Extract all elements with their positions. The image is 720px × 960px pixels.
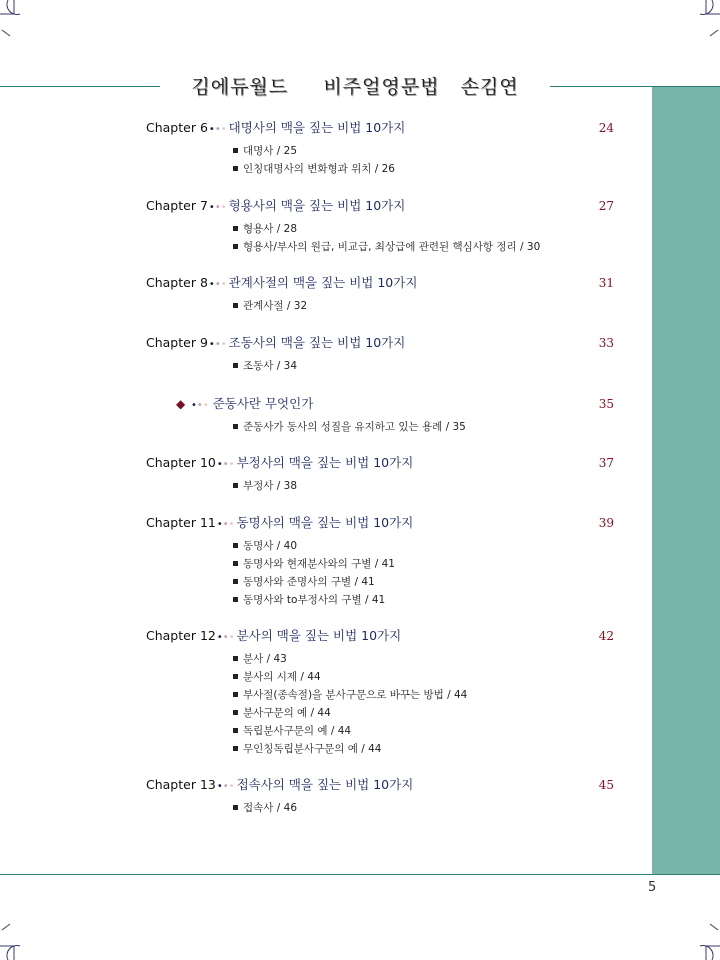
bullet-dots-icon: •••: [208, 279, 227, 290]
side-color-band: [652, 87, 720, 874]
chapter-title: 대명사의 맥을 짚는 비법 10가지: [228, 120, 406, 135]
page-number: 35: [598, 397, 614, 411]
square-bullet-icon: [233, 597, 238, 602]
list-item: 인칭대명사의 변화형과 위치 / 26: [0, 160, 640, 178]
toc-entry-chapter-11: [0, 513, 640, 609]
bullet-dots-icon: •••: [208, 339, 227, 350]
chapter-title: 조동사의 맥을 짚는 비법 10가지: [228, 335, 406, 350]
bullet-dots-icon: •••: [208, 124, 227, 135]
list-item: 관계사절 / 32: [0, 297, 640, 315]
list-item: 대명사 / 25: [0, 142, 640, 160]
square-bullet-icon: [233, 674, 238, 679]
chapter-title: 관계사절의 맥을 짚는 비법 10가지: [228, 275, 418, 290]
square-bullet-icon: [233, 148, 238, 153]
square-bullet-icon: [233, 579, 238, 584]
section-title: 준동사란 무엇인가: [212, 396, 314, 411]
chapter-heading: [146, 118, 405, 140]
toc-entry-chapter-9: [0, 333, 640, 375]
toc-entry-chapter-8: [0, 273, 640, 315]
chapter-label: Chapter 9: [146, 335, 208, 350]
chapter-label: Chapter 6: [146, 120, 208, 135]
bullet-dots-icon: •••: [216, 781, 235, 792]
square-bullet-icon: [233, 543, 238, 548]
list-item: 조동사 / 34: [0, 357, 640, 375]
chapter-heading: [146, 273, 417, 295]
list-item: 동명사와 to부정사의 구별 / 41: [0, 591, 640, 609]
chapter-heading: [146, 513, 413, 535]
square-bullet-icon: [233, 805, 238, 810]
list-item: 독립분사구문의 예 / 44: [0, 722, 640, 740]
toc-entry-section: [0, 394, 640, 436]
square-bullet-icon: [233, 746, 238, 751]
chapter-heading: [146, 333, 405, 355]
page-number: 33: [598, 336, 614, 350]
toc-entry-chapter-10: [0, 453, 640, 495]
square-bullet-icon: [233, 692, 238, 697]
list-item: 동명사와 준명사의 구별 / 41: [0, 573, 640, 591]
toc-entry-chapter-12: [0, 626, 640, 758]
page-number: 37: [598, 456, 614, 470]
chapter-title: 접속사의 맥을 짚는 비법 10가지: [236, 777, 414, 792]
list-item: 동명사와 현재분사와의 구별 / 41: [0, 555, 640, 573]
chapter-title: 분사의 맥을 짚는 비법 10가지: [236, 628, 402, 643]
bullet-dots-icon: •••: [216, 459, 235, 470]
diamond-bullet-icon: ◆: [176, 397, 186, 411]
chapter-heading: [146, 775, 413, 797]
chapter-heading: [146, 453, 413, 475]
chapter-label: Chapter 12: [146, 628, 216, 643]
square-bullet-icon: [233, 244, 238, 249]
folio-page-number: 5: [648, 880, 657, 895]
chapter-heading: [146, 196, 405, 218]
list-item: 분사의 시제 / 44: [0, 668, 640, 686]
square-bullet-icon: [233, 363, 238, 368]
page-number: 27: [598, 199, 614, 213]
square-bullet-icon: [233, 226, 238, 231]
chapter-heading: [146, 626, 401, 648]
list-item: 접속사 / 46: [0, 799, 640, 817]
square-bullet-icon: [233, 561, 238, 566]
chapter-title: 동명사의 맥을 짚는 비법 10가지: [236, 515, 414, 530]
toc-entry-chapter-6: [0, 118, 640, 178]
list-item: 부사절(종속절)을 분사구문으로 바꾸는 방법 / 44: [0, 686, 640, 704]
toc-entry-chapter-7: [0, 196, 640, 256]
list-item: 형용사/부사의 원급, 비교급, 최상급에 관련된 핵심사항 정리 / 30: [0, 238, 640, 256]
square-bullet-icon: [233, 728, 238, 733]
footer-rule: [0, 874, 720, 875]
page-number: 39: [598, 516, 614, 530]
square-bullet-icon: [233, 303, 238, 308]
chapter-label: Chapter 11: [146, 515, 216, 530]
page-number: 24: [598, 121, 614, 135]
toc-entry-chapter-13: [0, 775, 640, 817]
square-bullet-icon: [233, 424, 238, 429]
list-item: 형용사 / 28: [0, 220, 640, 238]
list-item: 부정사 / 38: [0, 477, 640, 495]
chapter-label: Chapter 10: [146, 455, 216, 470]
crop-mark-bottom-left: [0, 920, 40, 960]
chapter-label: Chapter 13: [146, 777, 216, 792]
square-bullet-icon: [233, 656, 238, 661]
list-item: 분사구문의 예 / 44: [0, 704, 640, 722]
bullet-dots-icon: •••: [208, 202, 227, 213]
section-heading: [190, 394, 313, 416]
page-number: 42: [598, 629, 614, 643]
list-item: 무인칭독립분사구문의 예 / 44: [0, 740, 640, 758]
chapter-title: 부정사의 맥을 짚는 비법 10가지: [236, 455, 414, 470]
list-item: 분사 / 43: [0, 650, 640, 668]
crop-mark-bottom-right: [680, 920, 720, 960]
square-bullet-icon: [233, 166, 238, 171]
square-bullet-icon: [233, 710, 238, 715]
running-header: 김에듀월드 비주얼영문법 손김연: [160, 73, 550, 101]
chapter-label: Chapter 7: [146, 198, 208, 213]
bullet-dots-icon: •••: [216, 519, 235, 530]
bullet-dots-icon: •••: [191, 400, 209, 411]
crop-mark-top-right: [680, 0, 720, 40]
list-item: 준동사가 동사의 성질을 유지하고 있는 용례 / 35: [0, 418, 640, 436]
crop-mark-top-left: [0, 0, 40, 40]
square-bullet-icon: [233, 483, 238, 488]
bullet-dots-icon: •••: [216, 632, 235, 643]
list-item: 동명사 / 40: [0, 537, 640, 555]
chapter-label: Chapter 8: [146, 275, 208, 290]
page-number: 45: [598, 778, 614, 792]
page-number: 31: [598, 276, 614, 290]
chapter-title: 형용사의 맥을 짚는 비법 10가지: [228, 198, 406, 213]
